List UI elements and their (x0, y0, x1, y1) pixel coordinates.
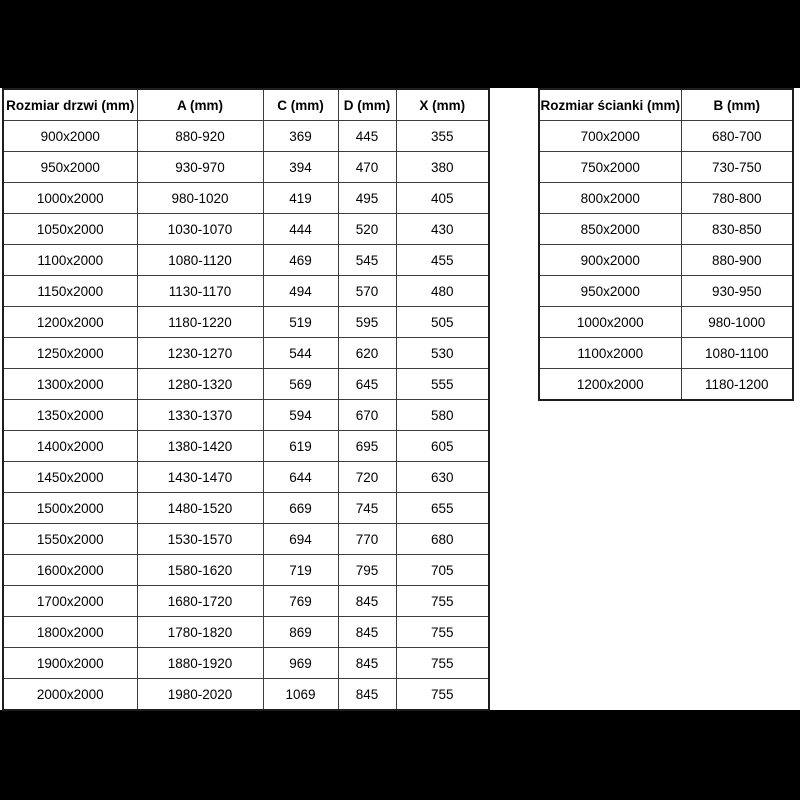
table-row (3, 431, 489, 462)
table-cell: 1130-1170 (137, 276, 263, 307)
table-cell: 755 (396, 586, 489, 617)
table-cell: 1080-1100 (681, 338, 793, 369)
table-row (3, 617, 489, 648)
table-cell: 845 (338, 648, 396, 679)
table-row (539, 338, 793, 369)
table-cell: 845 (338, 679, 396, 711)
table-cell: 570 (338, 276, 396, 307)
table-row (3, 276, 489, 307)
table-cell: 755 (396, 648, 489, 679)
table-cell: 1300x2000 (3, 369, 137, 400)
table-row (3, 462, 489, 493)
table-cell: 1480-1520 (137, 493, 263, 524)
table-row (3, 214, 489, 245)
table-cell: 619 (263, 431, 338, 462)
table-cell: 1500x2000 (3, 493, 137, 524)
table-cell: 644 (263, 462, 338, 493)
table-row (3, 400, 489, 431)
table-cell: 1030-1070 (137, 214, 263, 245)
table-cell: 595 (338, 307, 396, 338)
table-cell: 700x2000 (539, 121, 681, 152)
column-header: B (mm) (681, 89, 793, 121)
table-cell: 544 (263, 338, 338, 369)
table-cell: 845 (338, 617, 396, 648)
table-row (539, 214, 793, 245)
table-cell: 1380-1420 (137, 431, 263, 462)
table-cell: 1350x2000 (3, 400, 137, 431)
table-row (3, 555, 489, 586)
table-cell: 950x2000 (3, 152, 137, 183)
table-cell: 2000x2000 (3, 679, 137, 711)
table-row (3, 245, 489, 276)
table-cell: 769 (263, 586, 338, 617)
table-cell: 1000x2000 (3, 183, 137, 214)
table-cell: 1200x2000 (539, 369, 681, 401)
table-cell: 1000x2000 (539, 307, 681, 338)
table-cell: 530 (396, 338, 489, 369)
table-cell: 695 (338, 431, 396, 462)
table-cell: 755 (396, 679, 489, 711)
table-cell: 780-800 (681, 183, 793, 214)
table-cell: 670 (338, 400, 396, 431)
table-row (3, 121, 489, 152)
table-row (3, 493, 489, 524)
column-header: Rozmiar ścianki (mm) (539, 89, 681, 121)
table-cell: 555 (396, 369, 489, 400)
table-cell: 930-950 (681, 276, 793, 307)
table-cell: 1530-1570 (137, 524, 263, 555)
table-cell: 1180-1200 (681, 369, 793, 401)
table-row (539, 369, 793, 401)
table-cell: 655 (396, 493, 489, 524)
table-cell: 1250x2000 (3, 338, 137, 369)
table-cell: 1680-1720 (137, 586, 263, 617)
table-cell: 750x2000 (539, 152, 681, 183)
table-row (539, 276, 793, 307)
table-cell: 900x2000 (539, 245, 681, 276)
table-cell: 1080-1120 (137, 245, 263, 276)
table-cell: 545 (338, 245, 396, 276)
table-cell: 705 (396, 555, 489, 586)
table-cell: 1800x2000 (3, 617, 137, 648)
table-cell: 1980-2020 (137, 679, 263, 711)
table-cell: 495 (338, 183, 396, 214)
table-cell: 469 (263, 245, 338, 276)
table-cell: 1050x2000 (3, 214, 137, 245)
table-cell: 1180-1220 (137, 307, 263, 338)
table-cell: 480 (396, 276, 489, 307)
table-cell: 1200x2000 (3, 307, 137, 338)
table-cell: 470 (338, 152, 396, 183)
column-header: X (mm) (396, 89, 489, 121)
table-cell: 1780-1820 (137, 617, 263, 648)
table-cell: 720 (338, 462, 396, 493)
table-cell: 850x2000 (539, 214, 681, 245)
table-cell: 569 (263, 369, 338, 400)
table-cell: 1100x2000 (539, 338, 681, 369)
table-cell: 605 (396, 431, 489, 462)
table-cell: 770 (338, 524, 396, 555)
table-row (3, 307, 489, 338)
table-cell: 394 (263, 152, 338, 183)
table-cell: 694 (263, 524, 338, 555)
table-cell: 355 (396, 121, 489, 152)
table-cell: 1580-1620 (137, 555, 263, 586)
table-cell: 369 (263, 121, 338, 152)
table-cell: 880-900 (681, 245, 793, 276)
table-cell: 1280-1320 (137, 369, 263, 400)
table-cell: 669 (263, 493, 338, 524)
table-row (539, 152, 793, 183)
table-cell: 869 (263, 617, 338, 648)
table-cell: 930-970 (137, 152, 263, 183)
table-cell: 845 (338, 586, 396, 617)
table-cell: 594 (263, 400, 338, 431)
table-row (539, 245, 793, 276)
table-cell: 755 (396, 617, 489, 648)
table-cell: 580 (396, 400, 489, 431)
table-row (3, 338, 489, 369)
table-row (3, 152, 489, 183)
table-cell: 830-850 (681, 214, 793, 245)
table-cell: 445 (338, 121, 396, 152)
column-header: A (mm) (137, 89, 263, 121)
table-cell: 505 (396, 307, 489, 338)
table-cell: 1550x2000 (3, 524, 137, 555)
wall-table-header-row (539, 89, 793, 121)
table-cell: 680 (396, 524, 489, 555)
table-cell: 1430-1470 (137, 462, 263, 493)
table-cell: 730-750 (681, 152, 793, 183)
table-row (539, 183, 793, 214)
table-cell: 620 (338, 338, 396, 369)
top-black-bar (0, 0, 800, 88)
table-cell: 1880-1920 (137, 648, 263, 679)
table-cell: 680-700 (681, 121, 793, 152)
table-cell: 719 (263, 555, 338, 586)
table-row (3, 183, 489, 214)
table-cell: 950x2000 (539, 276, 681, 307)
table-cell: 1700x2000 (3, 586, 137, 617)
column-header: C (mm) (263, 89, 338, 121)
table-cell: 405 (396, 183, 489, 214)
wall-size-table (538, 88, 794, 401)
table-cell: 980-1000 (681, 307, 793, 338)
table-cell: 430 (396, 214, 489, 245)
table-cell: 494 (263, 276, 338, 307)
table-cell: 1100x2000 (3, 245, 137, 276)
table-row (539, 121, 793, 152)
table-cell: 419 (263, 183, 338, 214)
table-cell: 1330-1370 (137, 400, 263, 431)
table-row (539, 307, 793, 338)
table-cell: 795 (338, 555, 396, 586)
table-cell: 880-920 (137, 121, 263, 152)
bottom-black-bar (0, 710, 800, 800)
table-row (3, 369, 489, 400)
table-cell: 1069 (263, 679, 338, 711)
door-table-header-row (3, 89, 489, 121)
table-cell: 745 (338, 493, 396, 524)
table-cell: 630 (396, 462, 489, 493)
table-cell: 455 (396, 245, 489, 276)
table-cell: 1900x2000 (3, 648, 137, 679)
table-row (3, 648, 489, 679)
table-cell: 444 (263, 214, 338, 245)
table-cell: 520 (338, 214, 396, 245)
table-row (3, 679, 489, 711)
table-cell: 645 (338, 369, 396, 400)
table-cell: 969 (263, 648, 338, 679)
table-cell: 1150x2000 (3, 276, 137, 307)
table-row (3, 524, 489, 555)
table-row (3, 586, 489, 617)
table-cell: 980-1020 (137, 183, 263, 214)
table-cell: 1230-1270 (137, 338, 263, 369)
door-size-table (2, 88, 490, 711)
table-cell: 519 (263, 307, 338, 338)
table-cell: 1600x2000 (3, 555, 137, 586)
table-cell: 900x2000 (3, 121, 137, 152)
table-cell: 380 (396, 152, 489, 183)
table-cell: 800x2000 (539, 183, 681, 214)
column-header: Rozmiar drzwi (mm) (3, 89, 137, 121)
column-header: D (mm) (338, 89, 396, 121)
table-cell: 1400x2000 (3, 431, 137, 462)
table-cell: 1450x2000 (3, 462, 137, 493)
